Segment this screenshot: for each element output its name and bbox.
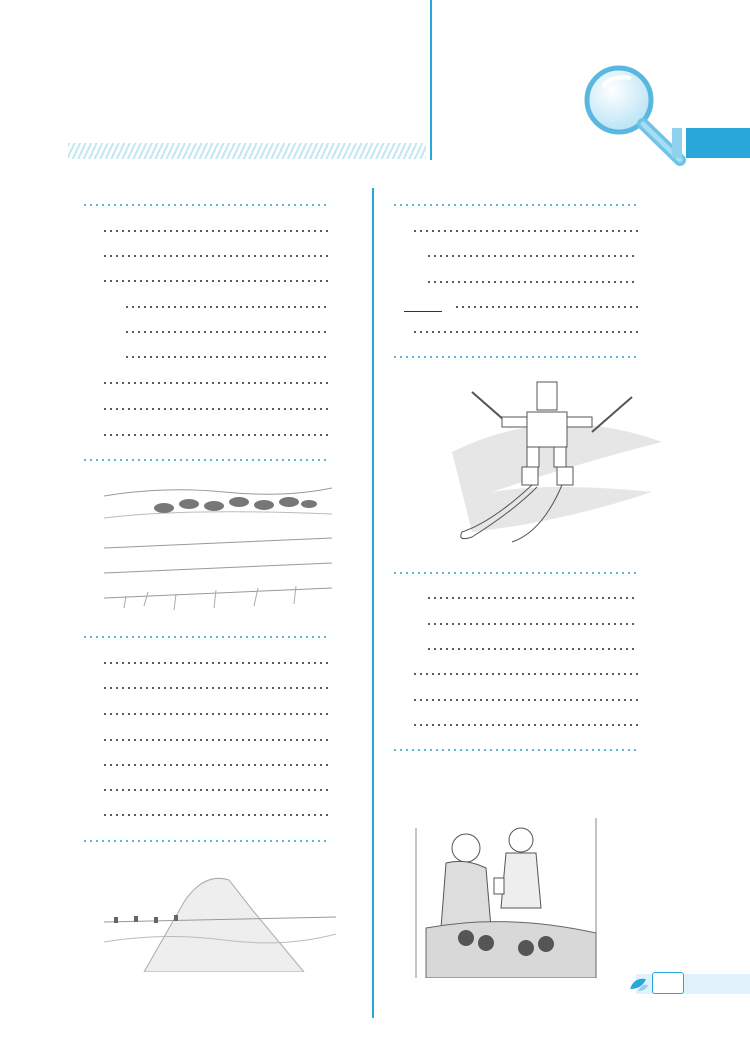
dot-leader [426, 281, 638, 283]
toc-entry[interactable] [74, 424, 358, 446]
toc-entry[interactable] [384, 739, 668, 761]
entry-title [404, 299, 446, 316]
family-scene-illustration [406, 818, 644, 978]
dot-leader [82, 840, 328, 842]
dot-leader [426, 648, 638, 650]
toc-entry[interactable] [384, 587, 668, 609]
header-accent-bar [686, 128, 750, 158]
dot-leader [102, 764, 328, 766]
toc-entry[interactable] [384, 296, 668, 318]
dot-leader [102, 255, 328, 257]
leaf-icon [628, 975, 650, 993]
dot-leader [102, 713, 328, 715]
horse-riders-illustration [104, 478, 332, 620]
mountain-illustration [104, 862, 336, 972]
toc-entry[interactable] [384, 346, 668, 368]
dot-leader [102, 434, 328, 436]
dot-leader [102, 739, 328, 741]
toc-entry[interactable] [74, 830, 358, 852]
toc-entry[interactable] [74, 449, 358, 471]
dot-leader [454, 306, 638, 308]
dot-leader [426, 597, 638, 599]
dot-leader [102, 814, 328, 816]
toc-entry[interactable] [384, 638, 668, 660]
toc-entry[interactable] [74, 220, 358, 242]
dot-leader [412, 673, 638, 675]
toc-entry[interactable] [384, 663, 668, 685]
toc-entry[interactable] [384, 194, 668, 216]
toc-entry[interactable] [74, 779, 358, 801]
dot-leader [392, 572, 638, 574]
header-hatch-band [68, 143, 426, 159]
toc-entry[interactable] [384, 714, 668, 736]
dot-leader [102, 408, 328, 410]
dot-leader [82, 459, 328, 461]
toc-entry[interactable] [74, 194, 358, 216]
dot-leader [392, 749, 638, 751]
dot-leader [412, 230, 638, 232]
column-divider [372, 188, 374, 1018]
toc-entry[interactable] [74, 626, 358, 648]
dot-leader [102, 230, 328, 232]
toc-entry[interactable] [74, 652, 358, 674]
toc-entry[interactable] [384, 220, 668, 242]
toc-entry[interactable] [74, 754, 358, 776]
toc-entry[interactable] [384, 271, 668, 293]
toc-entry[interactable] [384, 562, 668, 584]
dot-leader [102, 382, 328, 384]
toc-entry[interactable] [74, 703, 358, 725]
dot-leader [426, 255, 638, 257]
dot-leader [412, 699, 638, 701]
toc-entry[interactable] [74, 270, 358, 292]
page-number [652, 972, 684, 994]
toc-entry[interactable] [384, 321, 668, 343]
bamboo-figure-illustration [432, 372, 670, 552]
toc-entry[interactable] [74, 804, 358, 826]
dot-leader [426, 623, 638, 625]
dot-leader [82, 636, 328, 638]
toc-entry[interactable] [74, 677, 358, 699]
dot-leader [102, 280, 328, 282]
dot-leader [124, 356, 328, 358]
header-vertical-rule [430, 0, 432, 160]
dot-leader [102, 789, 328, 791]
toc-entry[interactable] [74, 372, 358, 394]
dot-leader [124, 306, 328, 308]
header-accent-light [672, 128, 682, 158]
dot-leader [392, 204, 638, 206]
dot-leader [82, 204, 328, 206]
dot-leader [392, 356, 638, 358]
dot-leader [102, 687, 328, 689]
dot-leader [412, 331, 638, 333]
toc-entry[interactable] [384, 245, 668, 267]
dot-leader [124, 331, 328, 333]
dot-leader [412, 724, 638, 726]
toc-entry[interactable] [74, 321, 358, 343]
toc-entry[interactable] [384, 613, 668, 635]
toc-entry[interactable] [74, 245, 358, 267]
toc-entry[interactable] [74, 398, 358, 420]
toc-entry[interactable] [74, 296, 358, 318]
fill-in-blank [404, 299, 442, 312]
toc-entry[interactable] [384, 689, 668, 711]
toc-entry[interactable] [74, 729, 358, 751]
dot-leader [102, 662, 328, 664]
toc-entry[interactable] [74, 346, 358, 368]
